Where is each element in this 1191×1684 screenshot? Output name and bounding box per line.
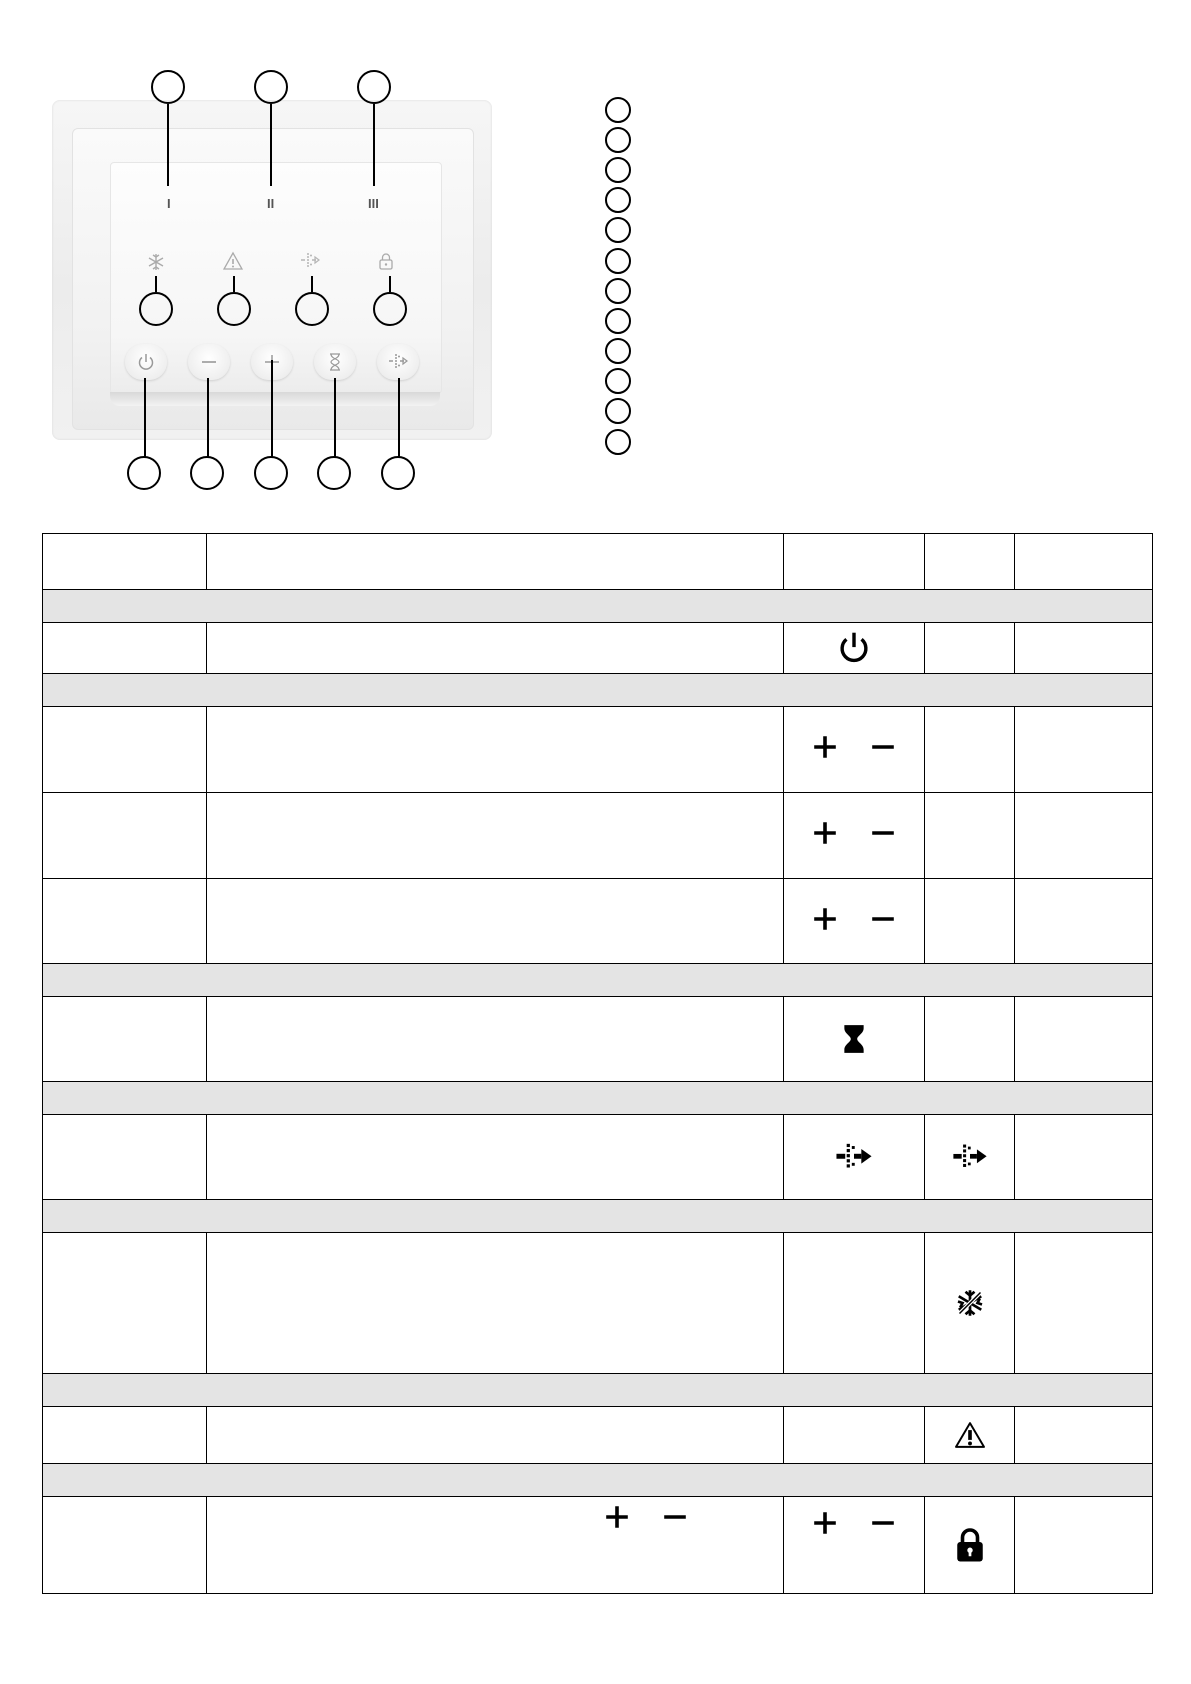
key-circle	[605, 338, 631, 364]
hourglass-icon	[843, 1024, 865, 1054]
section-row	[43, 1200, 1153, 1233]
callout-level-3	[357, 70, 391, 104]
function-table	[42, 533, 1153, 1594]
header-cell	[43, 534, 207, 590]
minus-icon	[663, 1505, 687, 1529]
level-label-1: I	[167, 196, 171, 211]
key-circle	[605, 429, 631, 455]
key-circle	[605, 398, 631, 424]
lock-icon	[955, 1527, 985, 1563]
table-row	[43, 707, 1153, 793]
level-label-2: II	[267, 196, 275, 211]
warning-icon	[223, 251, 243, 271]
warning-icon	[954, 1421, 986, 1449]
callout-defrost	[139, 292, 173, 326]
callout-lead	[155, 276, 157, 292]
key-circle	[605, 157, 631, 183]
section-row	[43, 1464, 1153, 1497]
table-row	[43, 879, 1153, 964]
callout-lead	[271, 360, 273, 458]
key-circle	[605, 217, 631, 243]
plus-icon	[813, 907, 837, 931]
lock-icon	[376, 251, 396, 271]
callout-power	[127, 456, 161, 490]
callout-timer	[317, 456, 351, 490]
callout-lead	[311, 276, 313, 292]
minus-icon	[871, 735, 895, 759]
minus-icon	[871, 907, 895, 931]
callout-minus	[190, 456, 224, 490]
power-icon	[836, 630, 872, 666]
header-cell	[925, 534, 1015, 590]
key-circle	[605, 308, 631, 334]
key-circle	[605, 278, 631, 304]
hourglass-icon	[325, 352, 345, 372]
key-circle	[605, 127, 631, 153]
table-row	[43, 793, 1153, 879]
timer-button[interactable]	[314, 344, 356, 380]
callout-lead	[373, 104, 375, 186]
section-row	[43, 674, 1153, 707]
section-row	[43, 590, 1153, 623]
key-circle	[605, 368, 631, 394]
section-row	[43, 1374, 1153, 1407]
panel-shadow	[110, 392, 440, 406]
minus-icon	[199, 352, 219, 372]
plus-icon	[813, 735, 837, 759]
key-circle	[605, 248, 631, 274]
callout-lead	[167, 104, 169, 186]
defrost-icon	[146, 252, 166, 272]
callout-lead	[334, 378, 336, 458]
callout-lead	[398, 378, 400, 458]
section-row	[43, 964, 1153, 997]
table-row	[43, 623, 1153, 674]
callout-level-2	[254, 70, 288, 104]
key-circle	[605, 187, 631, 213]
callout-lock	[373, 292, 407, 326]
callout-lead	[270, 104, 272, 186]
table-row	[43, 997, 1153, 1082]
minus-button[interactable]	[188, 344, 230, 380]
plus-icon	[813, 1511, 837, 1535]
callout-lead	[144, 378, 146, 458]
boost-button[interactable]	[377, 344, 419, 380]
boost-icon	[835, 1142, 873, 1172]
power-button[interactable]	[125, 344, 167, 380]
level-label-3: III	[368, 196, 379, 211]
power-icon	[136, 352, 156, 372]
callout-lead	[233, 276, 235, 292]
section-row	[43, 1082, 1153, 1115]
callout-boost-indicator	[295, 292, 329, 326]
boost-icon	[388, 352, 408, 372]
table-row	[43, 1233, 1153, 1374]
header-cell	[784, 534, 925, 590]
callout-boost	[381, 456, 415, 490]
header-cell	[1015, 534, 1153, 590]
plus-icon	[605, 1505, 629, 1529]
header-cell	[207, 534, 784, 590]
table-row	[43, 1115, 1153, 1200]
minus-icon	[871, 821, 895, 845]
table-row	[43, 1407, 1153, 1464]
table-row	[43, 1497, 1153, 1594]
callout-plus	[254, 456, 288, 490]
table-header-row	[43, 534, 1153, 590]
plus-icon	[813, 821, 837, 845]
boost-icon	[300, 251, 320, 271]
callout-lead	[207, 378, 209, 458]
defrost-icon	[955, 1288, 985, 1318]
minus-icon	[871, 1511, 895, 1535]
callout-level-1	[151, 70, 185, 104]
boost-icon	[952, 1143, 988, 1171]
callout-warning	[217, 292, 251, 326]
callout-lead	[389, 276, 391, 292]
key-circle	[605, 97, 631, 123]
description-symbols	[605, 1505, 687, 1529]
